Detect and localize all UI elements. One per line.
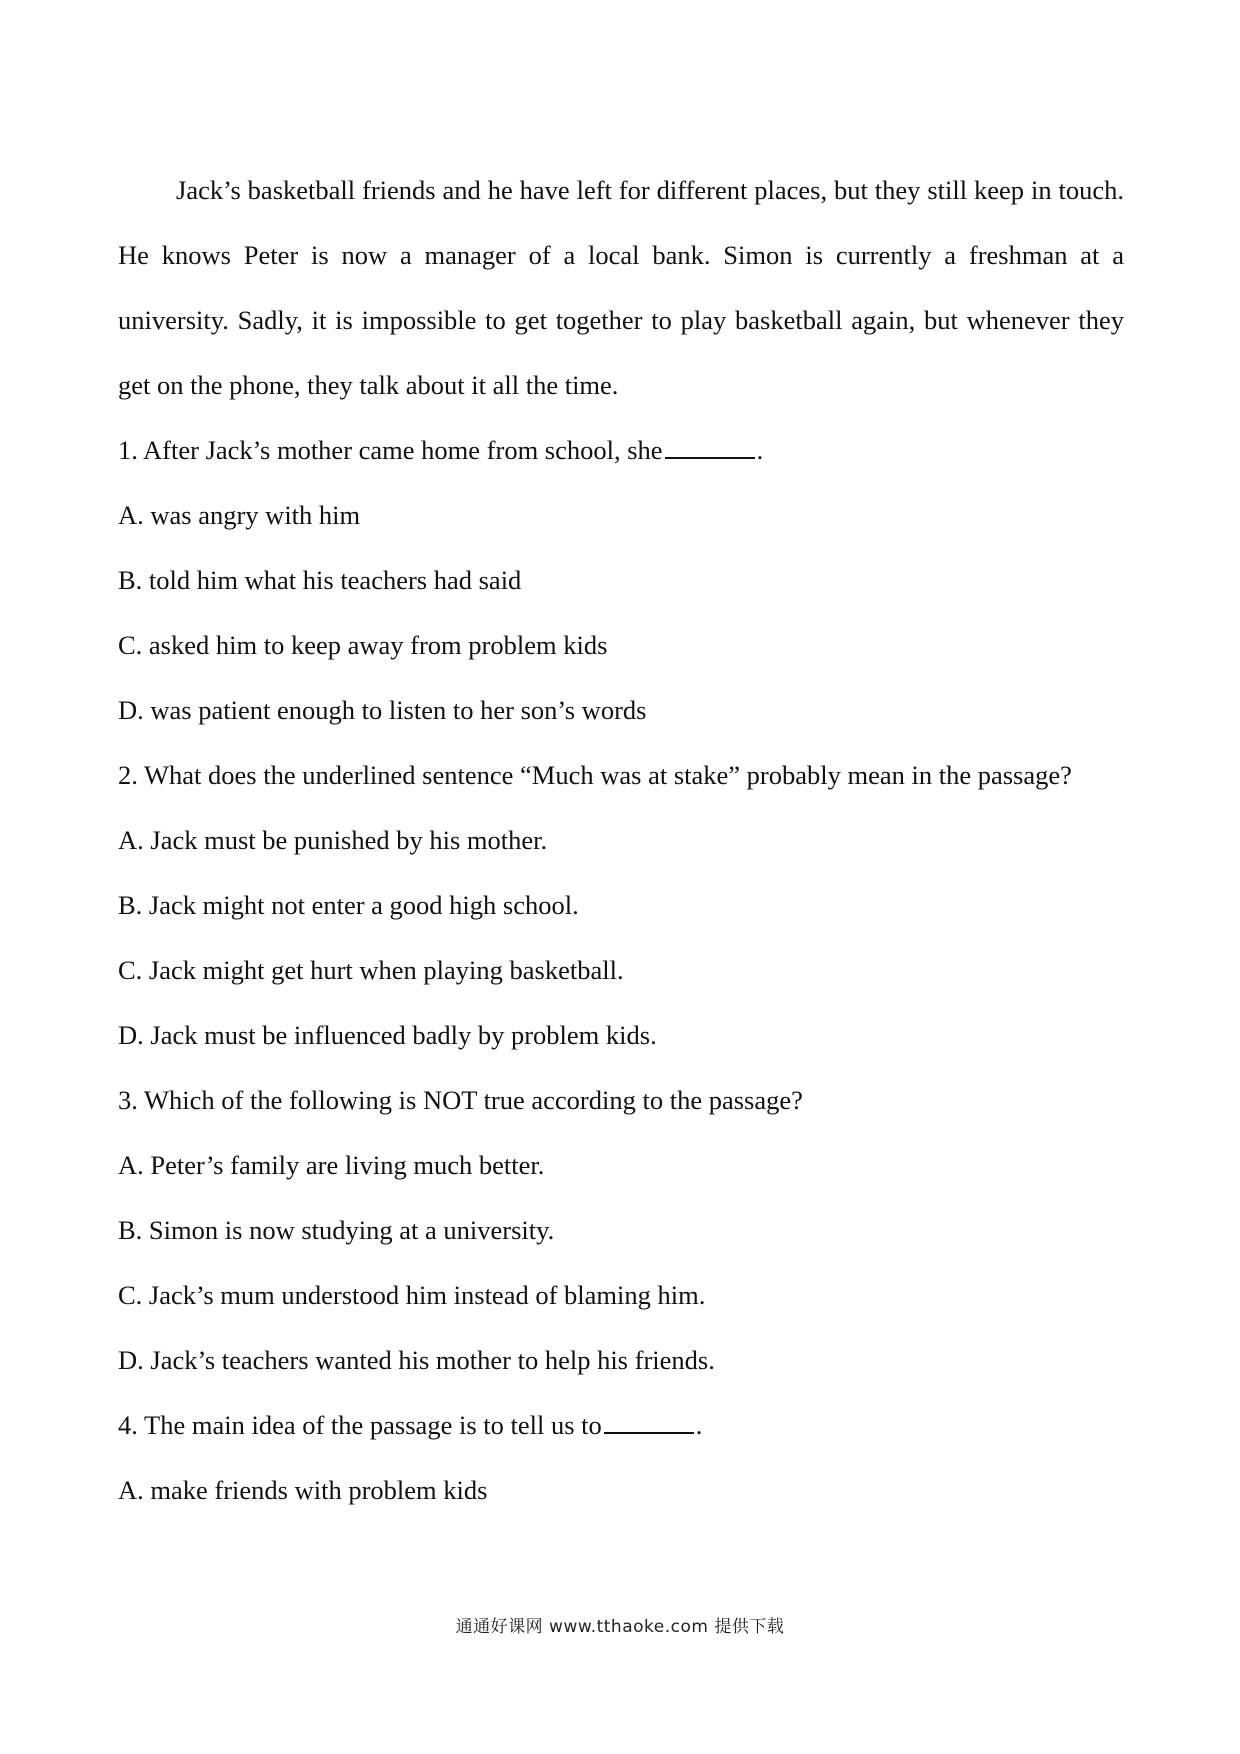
page-footer: 通通好课网 www.tthaoke.com 提供下载 [455,1617,785,1637]
answer-blank [665,435,755,459]
question-1-stem-text: 1. After Jack’s mother came home from school, she [118,435,663,465]
question-3-option-b: B. Simon is now studying at a university. [118,1215,555,1245]
question-1-option-a: A. was angry with him [118,500,361,530]
question-3-option-c: C. Jack’s mum understood him instead of blaming him. [118,1280,706,1310]
question-1-stem [118,418,1124,483]
question-1-stem-end: . [756,435,764,465]
question-1-option-d: D. was patient enough to listen to her son’s words [118,695,647,725]
question-3-stem: 3. Which of the following is NOT true according to the passage? [118,1085,803,1115]
question-2-option-d: D. Jack must be influenced badly by problem kids. [118,1020,657,1050]
question-2-option-a: A. Jack must be punished by his mother. [118,825,548,855]
question-2-option-b: B. Jack might not enter a good high school. [118,890,579,920]
question-4-stem [118,1393,1124,1458]
answer-blank [604,1410,694,1434]
question-1-option-c: C. asked him to keep away from problem kids [118,630,608,660]
passage-paragraph: Jack’s basketball friends and he have left for different places, but they still keep in touch. He knows Peter is now a manager of a local bank. Simon is currently a freshman at a university. Sadly, it is impossible to get together to play basketball again, but whenever they get on the phone, they talk about it all the time. [118,175,1124,400]
question-2-option-c: C. Jack might get hurt when playing basketball. [118,955,624,985]
question-1-option-b: B. told him what his teachers had said [118,565,522,595]
question-3-option-a: A. Peter’s family are living much better. [118,1150,545,1180]
question-4-stem-end: . [695,1410,703,1440]
question-4-stem-text: 4. The main idea of the passage is to tell us to [118,1410,602,1440]
question-3-option-d: D. Jack’s teachers wanted his mother to help his friends. [118,1345,715,1375]
question-2-stem: 2. What does the underlined sentence “Much was at stake” probably mean in the passage? [118,760,1072,790]
page-content [118,158,1124,1523]
question-4-option-a: A. make friends with problem kids [118,1475,488,1505]
